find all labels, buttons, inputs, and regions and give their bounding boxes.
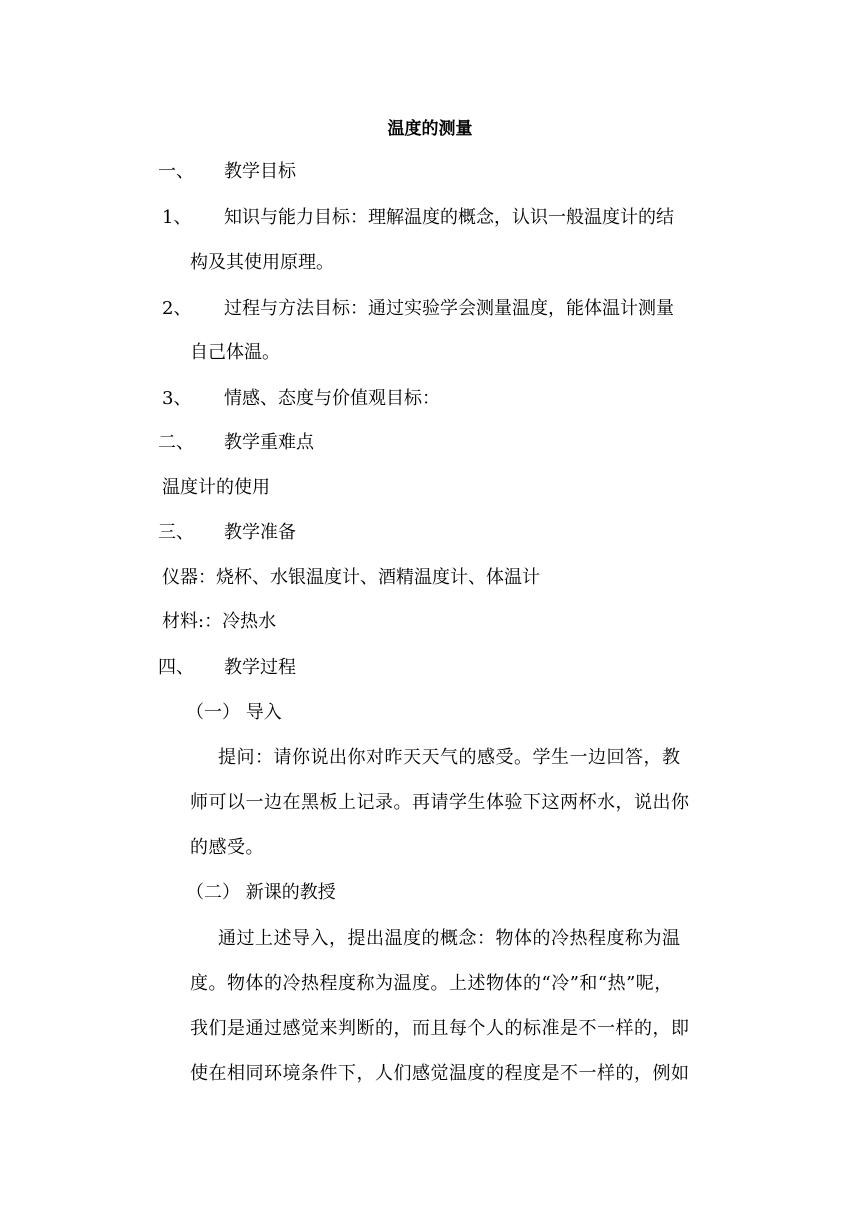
paragraph-line: 通过上述导入，提出温度的概念：物体的冷热程度称为温 [218,928,681,949]
paragraph-line: 的感受。 [190,837,264,858]
subheading-new-lesson: （二） 新课的教授 [186,882,336,903]
section-heading-3 [158,521,296,545]
goal-number: 3、 [162,388,192,409]
instruments-line: 仪器：烧杯、水银温度计、酒精温度计、体温计 [162,567,540,588]
section-title: 教学重难点 [224,432,314,453]
paragraph-line: 度。物体的冷热程度称为温度。上述物体的“冷”和“热”呢， [190,973,673,994]
paragraph-line: 我们是通过感觉来判断的，而且每个人的标准是不一样的，即 [190,1018,690,1039]
section-heading-4 [158,656,296,680]
section-number: 四、 [158,657,194,678]
goal-item-1 [162,206,674,230]
section-number: 三、 [158,522,194,543]
section-title: 教学过程 [224,657,296,678]
goal-item-1-continuation: 构及其使用原理。 [190,252,334,273]
goal-text: 过程与方法目标：通过实验学会测量温度，能体温计测量 [224,298,674,319]
section-number: 二、 [158,432,194,453]
section-heading-1 [158,160,296,184]
paragraph-line: 师可以一边在黑板上记录。再请学生体验下这两杯水，说出你 [190,792,690,813]
goal-item-2-continuation: 自己体温。 [190,342,280,363]
section-number: 一、 [158,161,194,182]
section-heading-2 [158,431,314,455]
goal-item-3 [162,387,440,411]
materials-line: 材料:：冷热水 [162,611,277,632]
paragraph-line: 提问：请你说出你对昨天天气的感受。学生一边回答，教 [218,747,681,768]
goal-number: 1、 [162,207,192,228]
goal-text: 情感、态度与价值观目标： [224,388,440,409]
document-title: 温度的测量 [387,119,473,139]
goal-number: 2、 [162,298,192,319]
section-title: 教学目标 [224,161,296,182]
key-point: 温度计的使用 [162,477,270,498]
subheading-intro: （一） 导入 [186,702,282,723]
section-title: 教学准备 [224,522,296,543]
goal-text: 知识与能力目标：理解温度的概念，认识一般温度计的结 [224,207,674,228]
paragraph-line: 使在相同环境条件下，人们感觉温度的程度是不一样的，例如 [190,1063,690,1084]
goal-item-2 [162,297,674,321]
